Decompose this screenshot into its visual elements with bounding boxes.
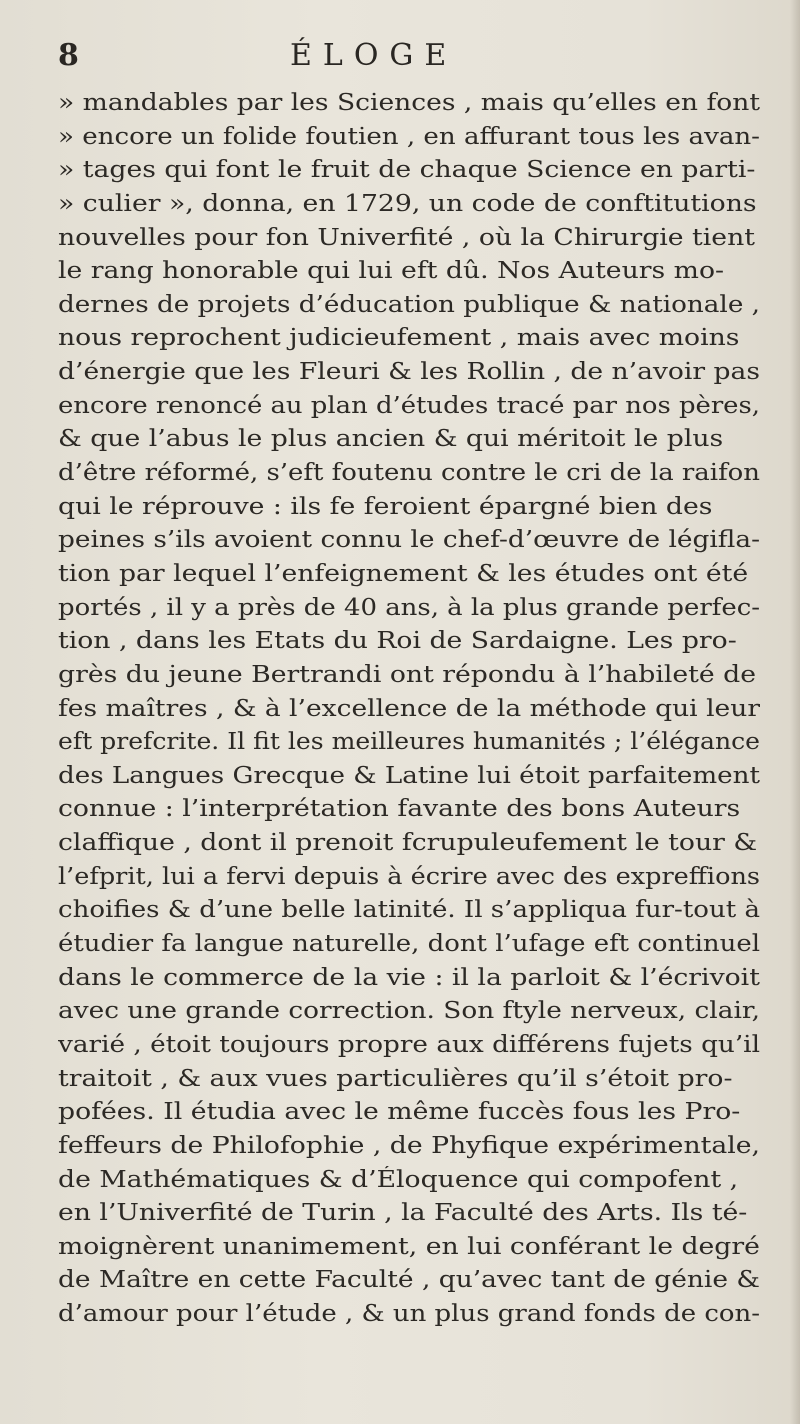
text-line: tion , dans les Etats du Roi de Sardaigne. Les pro- [58, 627, 737, 655]
text-line: portés , il y a près de 40 ans, à la plus grande perfec- [58, 593, 760, 621]
text-line: dernes de projets d’éducation publique & nationale , [58, 290, 760, 318]
text-line: » culier », donna, en 1729, un code de conftitutions [58, 189, 757, 217]
text-line: d’être réformé, s’eft foutenu contre le cri de la raifon [58, 459, 760, 487]
page-number: 8 [58, 38, 79, 73]
text-line: » encore un folide foutien , en affurant tous les avan- [58, 122, 760, 150]
text-line: » mandables par les Sciences , mais qu’elles en font [58, 89, 760, 116]
text-line: eft prefcrite. Il fit les meilleures humanités ; l’élégance [58, 728, 760, 756]
text-line: tion par lequel l’enfeignement & les études ont été [58, 559, 749, 587]
text-line: choifies & d’une belle latinité. Il s’appliqua fur-tout à [58, 896, 760, 924]
text-line: en l’Univerfité de Turin , la Faculté des Arts. Ils té- [58, 1199, 748, 1227]
text-line: » tages qui font le fruit de chaque Science en parti- [58, 156, 756, 184]
text-line: encore renoncé au plan d’études tracé par nos pères, [58, 391, 760, 419]
text-line: de Mathématiques & d’Éloquence qui compofent , [58, 1165, 739, 1193]
text-line: fes maîtres , & à l’excellence de la méthode qui leur [58, 694, 760, 722]
text-line: traitoit , & aux vues particulières qu’il s’étoit pro- [58, 1064, 733, 1092]
text-line: grès du jeune Bertrandi ont répondu à l’habileté de [58, 660, 757, 688]
page-edge-shadow [790, 0, 800, 1424]
text-line: des Langues Grecque & Latine lui étoit parfaitement [58, 761, 760, 789]
text-line: d’énergie que les Fleuri & les Rollin , de n’avoir pas [58, 358, 760, 386]
text-line: d’amour pour l’étude , & un plus grand fonds de con- [58, 1300, 760, 1328]
text-line: l’efprit, lui a fervi depuis à écrire avec des expreffions [58, 862, 760, 890]
text-line: dans le commerce de la vie : il la parloit & l’écrivoit [58, 963, 760, 991]
text-line: le rang honorable qui lui eft dû. Nos Auteurs mo- [58, 257, 725, 285]
text-line: peines s’ils avoient connu le chef-d’œuvre de légifla- [58, 526, 760, 554]
text-line: qui le réprouve : ils fe feroient épargné bien des [58, 492, 713, 520]
body-text [58, 86, 760, 1331]
text-line: moignèrent unanimement, en lui conférant le degré [58, 1232, 760, 1260]
text-line: varié , étoit toujours propre aux différens fujets qu’il [58, 1030, 760, 1058]
page-header [58, 38, 758, 78]
text-line: connue : l’interprétation favante des bons Auteurs [58, 795, 741, 823]
text-line: nous reprochent judicieufement , mais avec moins [58, 324, 740, 352]
text-line: feffeurs de Philofophie , de Phyfique expérimentale, [58, 1131, 760, 1159]
text-line: avec une grande correction. Son ftyle nerveux, clair, [58, 997, 760, 1025]
text-line: claffique , dont il prenoit fcrupuleufement le tour & [58, 829, 758, 857]
running-head: ÉLOGE [290, 38, 458, 73]
text-line: de Maître en cette Faculté , qu’avec tant de génie & [58, 1266, 760, 1294]
text-line: & que l’abus le plus ancien & qui méritoit le plus [58, 425, 724, 453]
text-line: nouvelles pour fon Univerfité , où la Chirurgie tient [58, 223, 755, 251]
text-line: pofées. Il étudia avec le même fuccès fous les Pro- [58, 1098, 741, 1126]
text-line: étudier fa langue naturelle, dont l’ufage eft continuel [58, 930, 760, 958]
